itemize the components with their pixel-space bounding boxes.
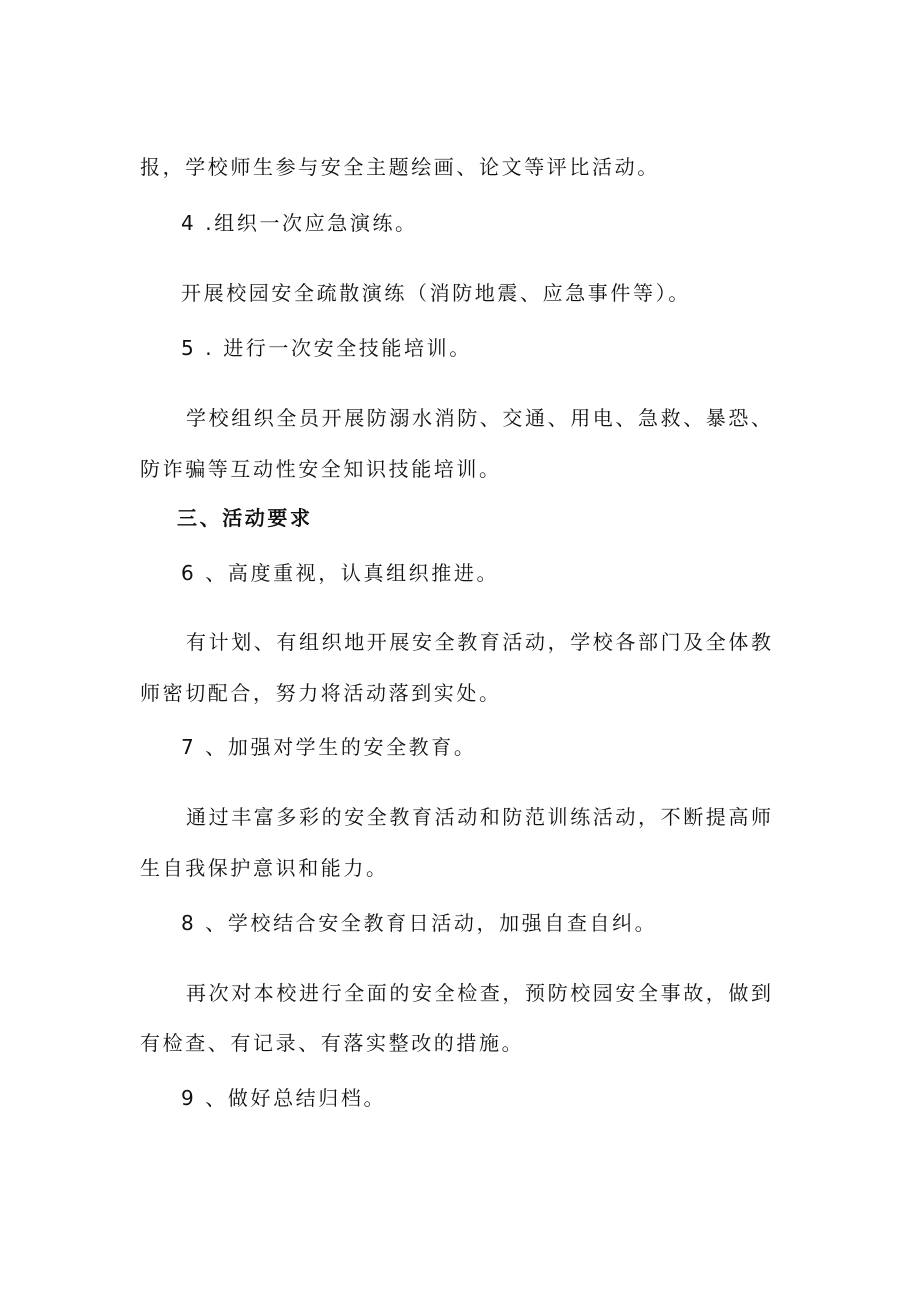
text-line: 开展校园安全疏散演练（消防地震、应急事件等）。	[181, 281, 691, 305]
text-line: 生自我保护意识和能力。	[140, 856, 389, 880]
text-line: 有检查、有记录、有落实整改的措施。	[140, 1031, 525, 1055]
text-line: 有计划、有组织地开展安全教育活动，学校各部门及全体教	[186, 630, 774, 654]
text-line: 4 .组织一次应急演练。	[181, 211, 418, 235]
text-line: 报，学校师生参与安全主题绘画、论文等评比活动。	[140, 155, 660, 179]
text-line: 8 、学校结合安全教育日活动，加强自查自纠。	[181, 911, 658, 935]
text-line: 7 、加强对学生的安全教育。	[181, 735, 477, 759]
section-heading: 三、活动要求	[177, 506, 313, 530]
text-line: 师密切配合，努力将活动落到实处。	[140, 681, 502, 705]
text-line: 9 、做好总结归档。	[181, 1086, 387, 1110]
text-line: 学校组织全员开展防溺水消防、交通、用电、急救、暴恐、	[186, 406, 774, 430]
text-line: 通过丰富多彩的安全教育活动和防范训练活动，不断提高师	[186, 805, 774, 829]
text-line: 6 、高度重视，认真组织推进。	[181, 561, 500, 585]
text-line: 再次对本校进行全面的安全检查，预防校园安全事故，做到	[186, 981, 774, 1005]
text-line: 5 . 进行一次安全技能培训。	[181, 336, 472, 360]
text-line: 防诈骗等互动性安全知识技能培训。	[140, 457, 502, 481]
